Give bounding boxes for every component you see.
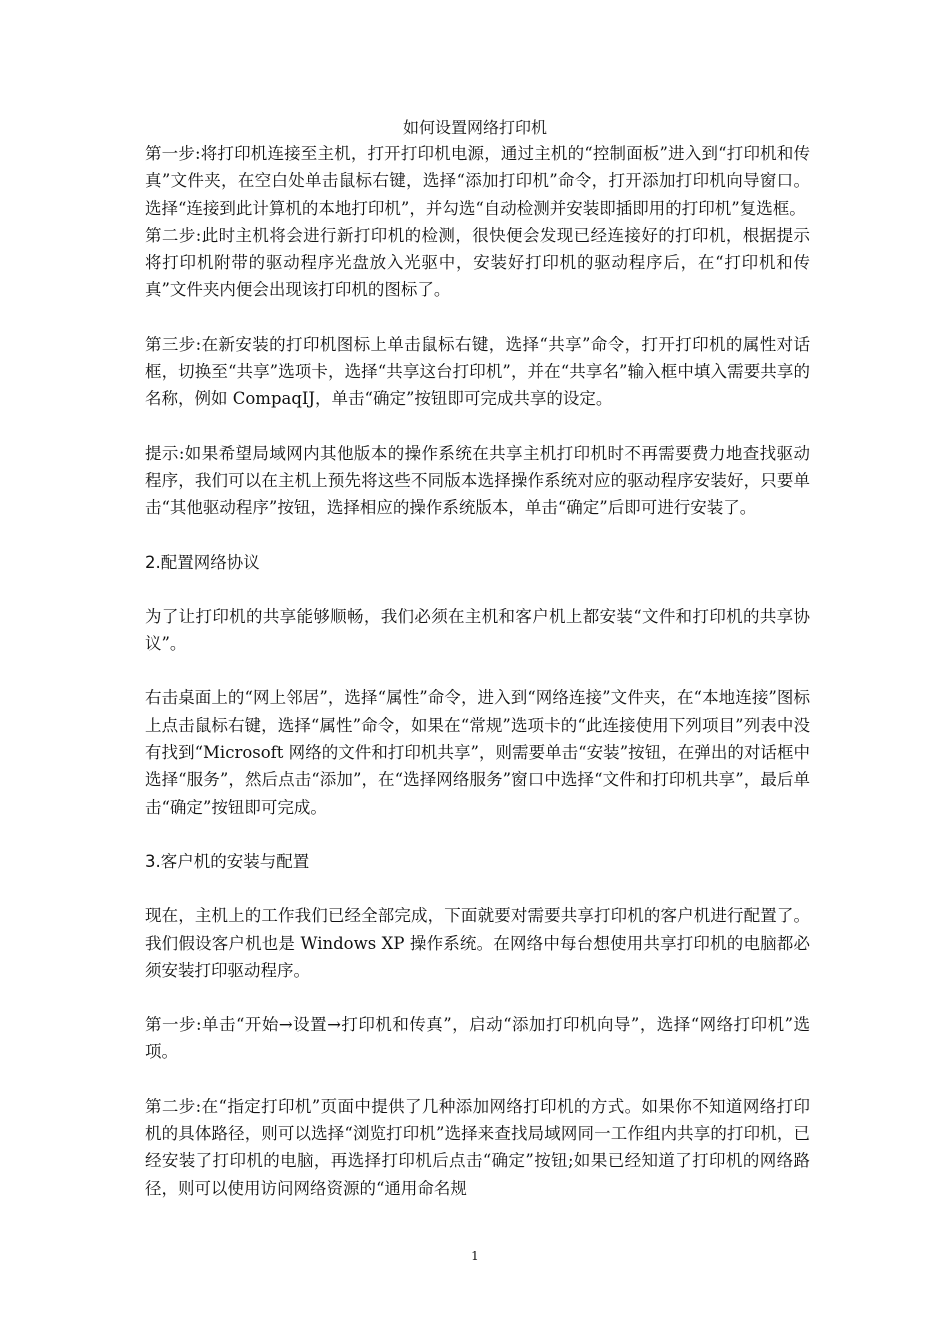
paragraph-protocol-steps: 右击桌面上的“网上邻居”，选择“属性”命令，进入到“网络连接”文件夹，在“本地连接”图标上点击鼠标右键，选择“属性”命令，如果在“常规”选项卡的“此连接使用下列项目”列表中没有找到“Microsoft 网络的文件和打印机共享”，则需要单击“安装”按钮，在弹出的对话框中选择“服务”，然后点击“添加”，在“选择网络服务”窗口中选择“文件和打印机共享”，最后单击“确定”按钮即可完成。 (145, 688, 810, 817)
document-title: 如何设置网络打印机 (402, 118, 547, 137)
paragraph-step-one: 第一步:将打印机连接至主机，打开打印机电源，通过主机的“控制面板”进入到“打印机和传真”文件夹，在空白处单击鼠标右键，选择“添加打印机”命令，打开添加打印机向导窗口。选择“连接到此计算机的本地打印机”，并勾选“自动检测并安装即插即用的打印机”复选框。 (145, 144, 810, 218)
document-body (145, 140, 810, 1202)
page-number: 1 (471, 1249, 479, 1263)
paragraph-client-step-two: 第二步:在“指定打印机”页面中提供了几种添加网络打印机的方式。如果你不知道网络打印机的具体路径，则可以选择“浏览打印机”选择来查找局域网同一工作组内共享的打印机，已经安装了打印机的电脑，再选择打印机后点击“确定”按钮;如果已经知道了打印机的网络路径，则可以使用访问网络资源的“通用命名规 (145, 1096, 810, 1198)
paragraph-step-two: 第二步:此时主机将会进行新打印机的检测，很快便会发现已经连接好的打印机，根据提示将打印机附带的驱动程序光盘放入光驱中，安装好打印机的驱动程序后，在“打印机和传真”文件夹内便会出现该打印机的图标了。 (145, 225, 810, 300)
section-heading-client-setup: 3.客户机的安装与配置 (145, 851, 310, 871)
paragraph-tip: 提示:如果希望局域网内其他版本的操作系统在共享主机打印机时不再需要费力地查找驱动程序，我们可以在主机上预先将这些不同版本选择操作系统对应的驱动程序安装好，只要单击“其他驱动程序”按钮，选择相应的操作系统版本，单击“确定”后即可进行安装了。 (145, 443, 810, 518)
paragraph-step-three: 第三步:在新安装的打印机图标上单击鼠标右键，选择“共享”命令，打开打印机的属性对话框，切换至“共享”选项卡，选择“共享这台打印机”，并在“共享名”输入框中填入需要共享的名称，例如 CompaqIJ，单击“确定”按钮即可完成共享的设定。 (145, 334, 810, 409)
paragraph-protocol-intro: 为了让打印机的共享能够顺畅，我们必须在主机和客户机上都安装“文件和打印机的共享协议”。 (145, 606, 810, 654)
paragraph-client-step-one: 第一步:单击“开始→设置→打印机和传真”，启动“添加打印机向导”，选择“网络打印机”选项。 (145, 1015, 810, 1062)
paragraph-client-intro: 现在，主机上的工作我们已经全部完成，下面就要对需要共享打印机的客户机进行配置了。我们假设客户机也是 Windows XP 操作系统。在网络中每台想使用共享打印机的电脑都必须安装打印驱动程序。 (145, 906, 810, 980)
section-heading-network-protocol: 2.配置网络协议 (145, 552, 260, 572)
